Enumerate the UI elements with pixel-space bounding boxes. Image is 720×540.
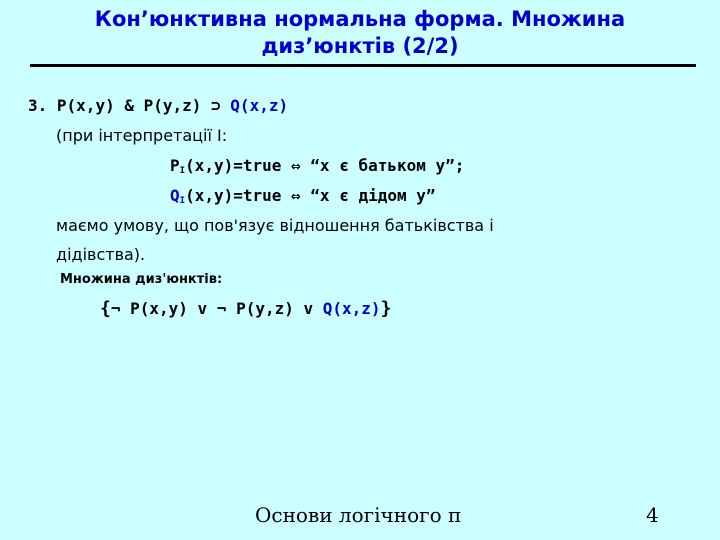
p-definition — [170, 156, 464, 176]
conclusion-line-1: маємо умову, що пов'язує відношення батьківства і — [56, 216, 494, 235]
clause-positive-literal: Q(x,z) — [322, 299, 381, 318]
clause-disjuncts: ¬ P(x,y) v ¬ P(y,z) v — [110, 299, 323, 318]
p-predicate: P — [170, 156, 180, 175]
open-brace: { — [100, 298, 111, 319]
slide-title — [0, 6, 720, 60]
title-divider — [30, 64, 696, 67]
formula-conclusion: Q(x,z) — [230, 96, 289, 115]
formula-item-3 — [28, 96, 288, 115]
title-line-2: диз’юнктів (2/2) — [261, 34, 459, 58]
title-line-1: Кон’юнктивна нормальна форма. Множина — [94, 7, 626, 31]
footer-course-title: Основи логічного п — [255, 503, 462, 527]
interpretation-intro: (при інтерпретації I: — [56, 126, 228, 145]
conclusion-line-2: дідівства). — [56, 245, 146, 264]
q-definition — [170, 186, 436, 206]
q-predicate: Q — [170, 186, 180, 205]
clause-set — [100, 298, 391, 319]
item-number: 3. — [28, 96, 48, 115]
q-subscript: I — [179, 196, 186, 206]
page-number: 4 — [646, 503, 659, 527]
close-brace: } — [380, 298, 392, 319]
clause-set-label: Множина диз'юнктів: — [60, 272, 223, 287]
p-definition-text: (x,y)=true ⇔ “x є батьком y”; — [185, 156, 465, 175]
formula-premise: P(x,y) & P(y,z) ⊃ — [56, 96, 231, 115]
q-definition-text: (x,y)=true ⇔ “x є дідом y” — [185, 186, 436, 205]
p-subscript: I — [179, 166, 186, 176]
